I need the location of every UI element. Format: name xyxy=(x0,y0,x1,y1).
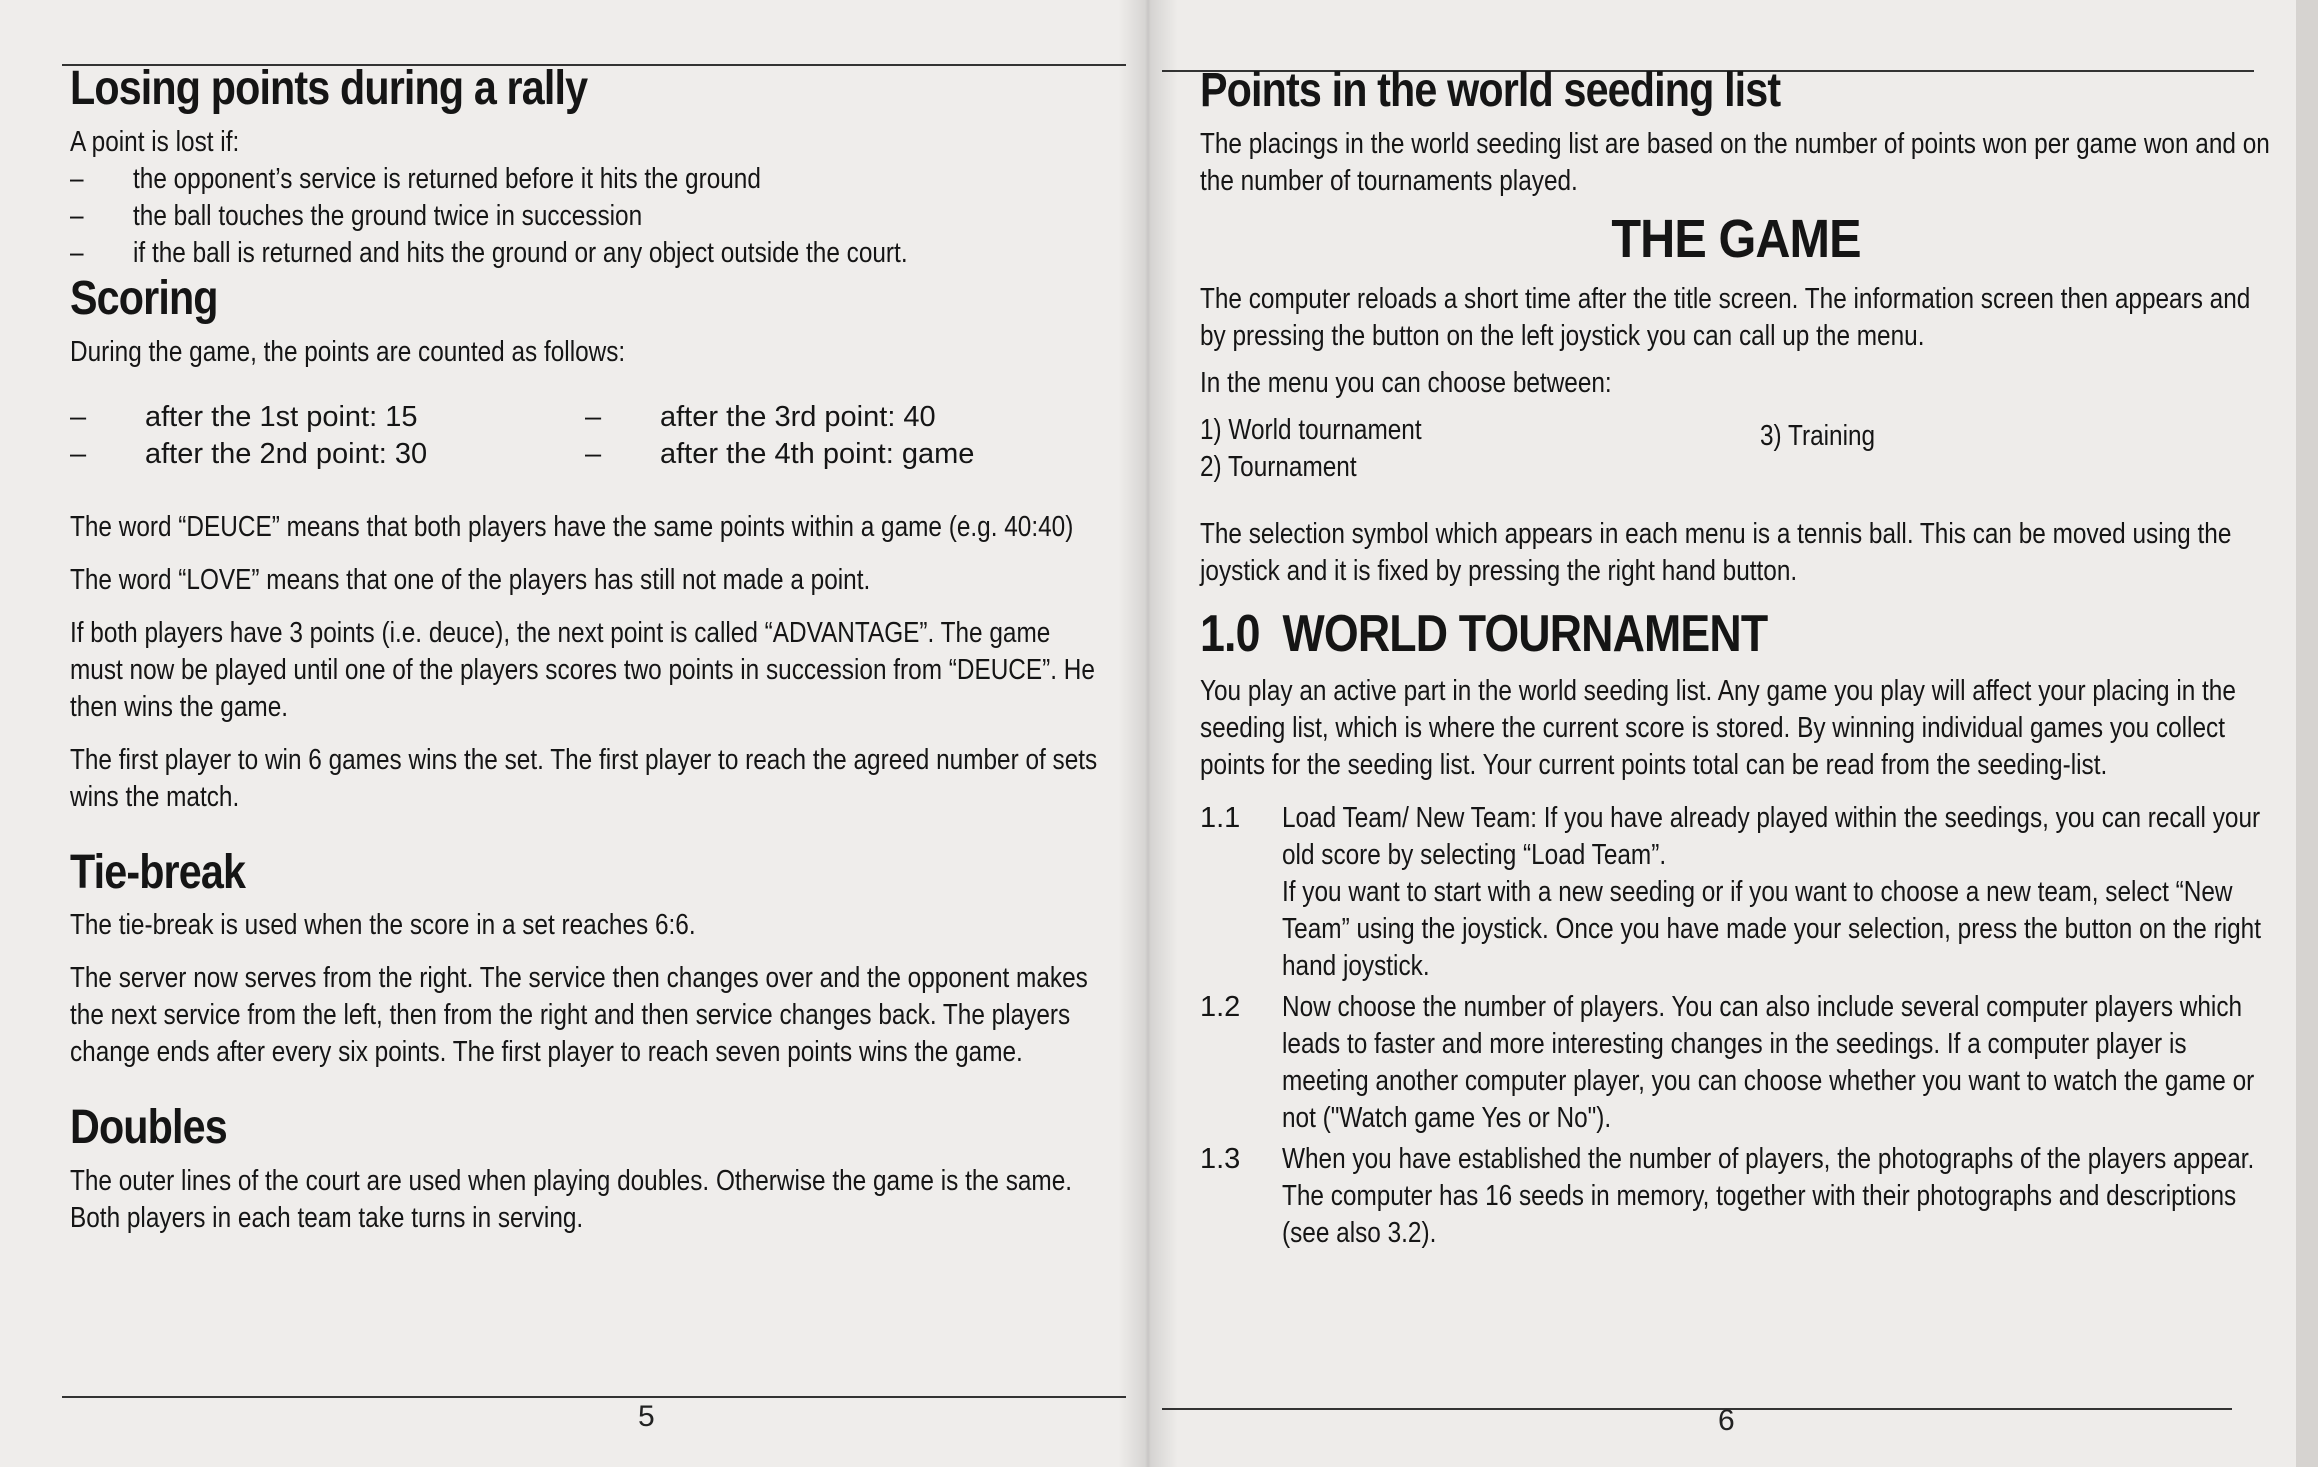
scoring-col-2 xyxy=(585,399,1100,473)
world-paragraph: You play an active part in the world seeding list. Any game you play will affect your placing in the seeding list, which is where the current score is stored. By winning individual games you collect points for the seeding list. Your current points total can be read from the seeding-list. xyxy=(1200,675,2236,782)
list-item: – the ball touches the ground twice in succession xyxy=(70,198,1100,235)
item-paragraph: Now choose the number of players. You can also include several computer players which leads to faster and more interesting changes in the seedings. If a computer player is meeting another computer player, you can choose whether you want to watch the game or not ("Watch game Yes or No"). xyxy=(1282,991,2255,1135)
right-page-content xyxy=(1200,64,2272,1256)
deuce-paragraph: The word “DEUCE” means that both players have the same points within a game (e.g. 40:40) xyxy=(70,510,1074,543)
seeding-paragraph: The placings in the world seeding list are based on the number of points won per game won and on the number of tournaments played. xyxy=(1200,127,2270,197)
game-paragraph-1: The computer reloads a short time after the title screen. The information screen then appears and by pressing the button on the left joystick you can call up the menu. xyxy=(1200,283,2251,353)
losing-list xyxy=(70,161,1100,272)
losing-intro: A point is lost if: xyxy=(70,125,240,158)
game-paragraph-2: In the menu you can choose between: xyxy=(1200,367,1612,400)
numbered-item-1-3 xyxy=(1200,1141,2272,1252)
page-edge xyxy=(2296,0,2318,1467)
heading-seeding-list: Points in the world seeding list xyxy=(1200,64,1781,117)
list-item: – after the 3rd point: 40 xyxy=(585,399,1100,436)
numbered-item-1-1 xyxy=(1200,800,2272,985)
set-paragraph: The first player to win 6 games wins the set. The first player to reach the agreed number of sets wins the match. xyxy=(70,743,1098,813)
bottom-rule xyxy=(1162,1408,2232,1410)
item-body xyxy=(1282,1141,2272,1252)
list-item: – the opponent’s service is returned before it hits the ground xyxy=(70,161,1100,198)
page-number: 5 xyxy=(638,1400,655,1433)
item-paragraph: Load Team/ New Team: If you have already played within the seedings, you can recall your old score by selecting “Load Team”. xyxy=(1282,802,2261,872)
heading-tie-break: Tie-break xyxy=(70,845,246,899)
menu-option-tournament: 2) Tournament xyxy=(1200,451,1357,484)
bottom-rule xyxy=(62,1396,1126,1398)
item-body xyxy=(1282,800,2272,985)
scoring-points-table xyxy=(70,399,1100,473)
love-paragraph: The word “LOVE” means that one of the players has still not made a point. xyxy=(70,563,871,596)
selection-symbol-paragraph: The selection symbol which appears in each menu is a tennis ball. This can be moved using the joystick and it is fixed by pressing the right hand button. xyxy=(1200,518,2232,588)
doubles-paragraph: The outer lines of the court are used when playing doubles. Otherwise the game is the same. Both players in each team take turns in serving. xyxy=(70,1165,1073,1234)
section-title: WORLD TOURNAMENT xyxy=(1282,605,1768,664)
item-paragraph: If you want to start with a new seeding or if you want to choose a new team, select “New Team” using the joystick. Once you have made your selection, press the button on the right hand joystick. xyxy=(1282,876,2261,983)
menu-option-world-tournament: 1) World tournament xyxy=(1200,414,1422,447)
list-item: – after the 1st point: 15 xyxy=(70,399,585,436)
page-number: 6 xyxy=(1718,1404,1735,1437)
advantage-paragraph: If both players have 3 points (i.e. deuce), the next point is called “ADVANTAGE”. The game must now be played until one of the players scores two points in succession from “DEUCE”. He then wins the game. xyxy=(70,616,1095,723)
item-number: 1.2 xyxy=(1200,991,1241,1024)
item-body xyxy=(1282,989,2272,1137)
heading-losing-points: Losing points during a rally xyxy=(70,62,588,115)
tiebreak-paragraph-1: The tie-break is used when the score in a set reaches 6:6. xyxy=(70,909,696,942)
item-paragraph: The computer has 16 seeds in memory, together with their photographs and descriptions (see also 3.2). xyxy=(1282,1180,2237,1250)
list-item: – if the ball is returned and hits the ground or any object outside the court. xyxy=(70,235,1100,272)
tiebreak-paragraph-2: The server now serves from the right. The service then changes over and the opponent makes the next service from the left, then from the right and then service changes back. The players change ends after every six points. The first player to reach seven points wins the game. xyxy=(70,962,1088,1069)
menu-options-col-1 xyxy=(1200,412,1760,486)
heading-scoring: Scoring xyxy=(70,271,218,325)
menu-option-training: 3) Training xyxy=(1760,420,1876,453)
list-item: – after the 2nd point: 30 xyxy=(70,436,585,473)
scoring-intro: During the game, the points are counted as follows: xyxy=(70,335,626,368)
item-number: 1.1 xyxy=(1200,802,1241,835)
list-item: – after the 4th point: game xyxy=(585,436,1100,473)
scoring-col-1 xyxy=(70,399,585,473)
menu-options-col-2 xyxy=(1760,412,2160,486)
numbered-item-1-2 xyxy=(1200,989,2272,1137)
heading-the-game: THE GAME xyxy=(1611,208,1861,269)
heading-world-tournament xyxy=(1200,606,2122,663)
item-number: 1.3 xyxy=(1200,1143,1241,1176)
right-page xyxy=(1148,0,2318,1467)
left-page-content xyxy=(70,62,1100,1237)
item-paragraph: When you have established the number of players, the photographs of the players appear. xyxy=(1282,1143,2255,1176)
left-page xyxy=(0,0,1148,1467)
menu-options xyxy=(1200,412,2272,486)
section-number: 1.0 xyxy=(1200,605,1260,664)
heading-doubles: Doubles xyxy=(70,1101,227,1155)
